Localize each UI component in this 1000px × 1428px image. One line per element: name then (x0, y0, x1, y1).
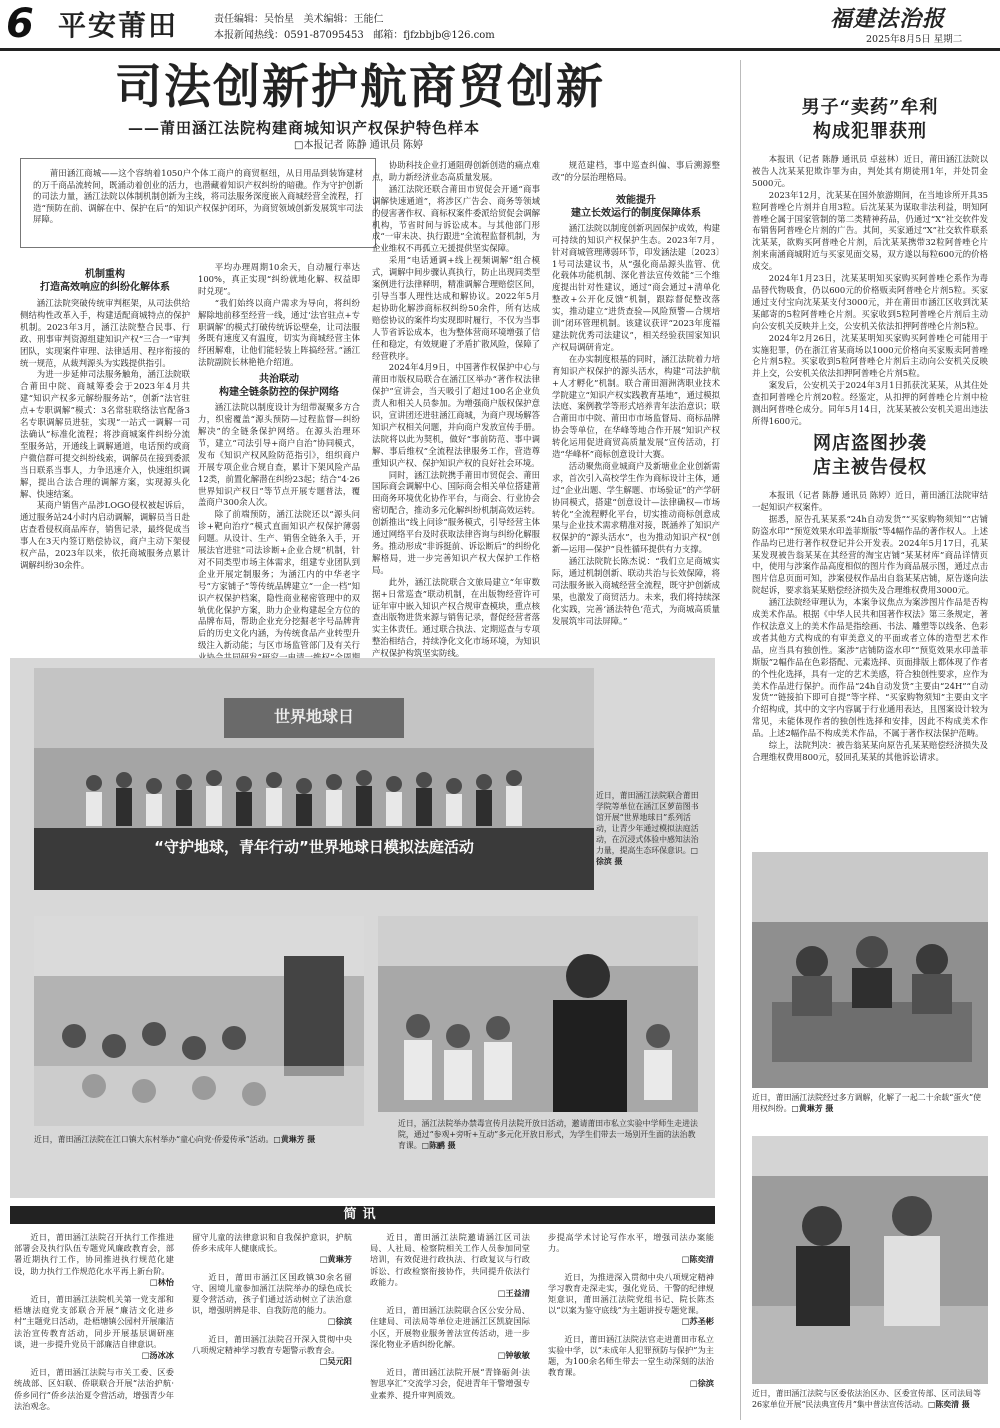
briefs-column-2 (192, 1232, 352, 1422)
briefs-column-1 (14, 1232, 174, 1422)
paragraph: 某商户销售产品涉LOGO侵权被起诉后，通过服务站24小时内启动调解，调解员当日赴店查看侵权商品库存，销售记录，最终促成当事人在3天内签订赔偿协议，商户主动下架侵权产品，2023年以来，依托商城服务点累计调解纠纷30余件。 (20, 500, 190, 570)
paragraph: 2023年12月，沈某某在国外旅游期间，在当地诊所开具35粒阿普唑仑片剂并自用3粒。后沈某某为谋取非法利益，明知阿普唑仑属于国家管制的第二类精神药品，仍通过“X”社交软件发布销售阿普唑仑片剂的广告。其间，买家通过“X”社交软件联系沈某某，欲购买阿普唑仑片剂，后沈某某携带32粒阿普唑仑片剂来南涵商城附近与买家见面交易，双方遂以每粒600元的价格成交。 (752, 189, 988, 272)
main-subheadline: ——莆田涵江法院构建商城知识产权保护特色样本 (128, 119, 481, 137)
photo-credit: □黄琳芳 摄 (273, 1135, 316, 1144)
issue-date: 2025年8月5日 星期二 (866, 34, 963, 45)
subhead-1-sub: 打造高效响应的纠纷化解体系 (40, 282, 170, 293)
side1-body (752, 154, 988, 430)
paragraph: 涵江法院院长陈杰说：“我们立足商城实际，通过机制创新、联动共治与长效保障，将司法服务嵌入商城经营全流程，既守护创新成果，也激发了商贸活力。未来，我们将持续深化实践，完善‘涵法特色’范式，为商城高质量发展筑牢司法屏障。” (552, 556, 720, 626)
brief-author: □徐滨 (689, 1378, 714, 1389)
subhead-2-sub: 构建全链条防控的保护网络 (219, 387, 339, 399)
brief-author: □王益清 (497, 1288, 530, 1299)
bottom-right-caption (398, 1118, 698, 1151)
paragraph: 涵江法院经审理认为，本案争议焦点为案涉图片作品是否构成美术作品。根据《中华人民共和国著作权法》第三条规定，著作权法意义上的美术作品是指绘画、书法、雕塑等以线条、色彩或者其他方式构成的有审美意义的平面或者立体的造型艺术作品，应当具有独创性。案涉“店铺防盗水印”“预览效果水印盖菲斯版”2幅作品在色彩搭配、元素选择、页面排版上都体现了作者的个性化选择，具有一定的艺术美感，符合独创性要求，应作为美术作品进行保护。而作品“24h自动发货”主要由“24H”“自动发货”“链接拍下即可自提”等字样、“买家购物须知”主要由文字介绍构成，其中的文字内容属于行业通用表达，且图案设计较为常见，未能体现作者的独创性选择和安排，因此不构成美术作品。上述2幅作品不构成美术作品，不属于著作权法保护范畴。 (752, 597, 988, 739)
article-column-1 (20, 268, 190, 650)
art-editor: 美术编辑：王能仁 (303, 14, 384, 25)
photo-credit: □陈鹂 摄 (421, 1141, 456, 1150)
article-column-2 (198, 262, 360, 650)
brief-author: □苏圣彬 (681, 1316, 714, 1327)
lead-paragraph (20, 158, 376, 248)
brief-item: 近日，莆田涵江法院法官走进莆田市私立实验中学，以“未成年人犯罪预防与保护”为主题，为100余名师生带去一堂生动深刻的法治教育课。 (548, 1333, 714, 1378)
email: 邮箱：fjfzbbjb@126.com (373, 30, 495, 41)
briefs-column-3 (370, 1232, 530, 1422)
responsible-editor: 责任编辑：吴怡星 (214, 14, 294, 25)
paragraph: 2024年1月23日，沈某某明知买家购买阿普唑仑系作为毒品替代物吸食，仍以600元的价格贩卖阿普唑仑片剂5粒。买家通过支付宝向沈某某支付3000元，并在莆田市涵江区收到沈某某邮寄的5粒阿普唑仑片剂。买家收到5粒阿普唑仑片剂后主动向公安机关反映并上交，公安机关依法扣押阿普唑仑片剂5粒。 (752, 273, 988, 331)
open-day-photo (378, 916, 698, 1112)
header-info (214, 12, 495, 44)
publicity-photo-image (752, 1136, 988, 1384)
brief-item: 近日，为推进深入贯彻中央八项规定精神学习教育走深走实，强化党员、干警的纪律规矩意识，莆田涵江法院党组书记、院长陈杰以“以案为鉴守底线”为主题讲授专题党课。 (548, 1271, 714, 1316)
bottom-left-caption (34, 1134, 364, 1145)
paragraph: 此外，涵江法院联合文旅局建立“年审数据+日常巡查”联动机制，在出版物经营许可证年审中嵌入知识产权合规审查模块，重点核查出版物进货来源与销售记录，督促经营者落实主体责任。通过联合执法、定期巡查与专项整治相结合，持续净化文化市场环境，为知识产权保护构筑坚实防线。 (372, 576, 540, 659)
paragraph: 综上，法院判决：被告翁某某向原告孔某某赔偿经济损失及合理维权费用800元，驳回孔某某的其他诉讼请求。 (752, 740, 988, 762)
photo-credit: □陈奕清 摄 (927, 1400, 970, 1409)
paragraph: 活动聚焦商业城商户及新塘业企业创新需求，首次引入高校学生作为商标设计主体，通过“企业出题、学生解题、市场验证”的产学研协同模式，搭建“创意设计—法律确权—市场转化”全流程孵化平台，切实推动商标创意成果与企业技术需求精准对接，既涵养了知识产权保护的“源头活水”，也为推动知识产权“创新—运用—保护”良性循环提供有力支撑。 (552, 460, 720, 555)
children-activity-photo-image (34, 916, 364, 1126)
earth-day-sign: 世界地球日 (273, 707, 354, 726)
activity-banner: “守护地球，青年行动”世界地球日模拟法庭活动 (154, 838, 474, 856)
briefs-column-4 (548, 1232, 714, 1422)
brief-item: 步提高学术讨论写作水平，增强司法办案能力。 (548, 1232, 714, 1254)
brief-item: 近日，莆田涵江法院与市关工委、区委统战部、区妇联、侨联联合开展“法治护航·侨乡同行”侨乡法治夏令营活动，增强青少年法治观念。 (14, 1367, 174, 1411)
paragraph: 协助科技企业打通阻碍创新创造的痛点难点，助力新经济业态高质量发展。 (372, 160, 540, 182)
paragraph: 除了前端预防，涵江法院还以“源头问诊+靶向治疗”模式直面知识产权保护薄弱问题。从设计、生产、销售全链条入手，开展法官进驻“司法诊断+企业合规”机制，针对不同类型市场主体需求，组建专业团队到企业开展定制服务；为涵江内的中华老字号“方家铺子”等传统品牌建立“一企一档”知识产权保护档案，隐性商业秘密管理中的双轨优化保护方案，助力企业构建起全方位的品牌布局，帮助企业充分挖掘老字号品牌背后的历史文化内涵，为传统食品产业转型升级注入新动能；与区市场监管部门及有关行 (198, 509, 360, 651)
paragraph: 在办实制度根基的同时，涵江法院着力培育知识产权保护的源头活水，构建“司法护航+人才孵化”机制。联合莆田湄洲湾职业技术学院建立“知识产权实践教育基地”，通过模拟法庭、案例教学等形式培养青年法治意识；联合莆田市中院、莆田市市场监督局、商标品牌协会等单位，在华峰等地合作开展“知识产权转化运用促进商贸高质量发展”宣传活动，打造“华峰杯”商标创意设计大赛。 (552, 353, 720, 460)
earth-day-photo (34, 668, 594, 890)
brief-author: □陈奕清 (681, 1254, 714, 1265)
paragraph: 涵江法院还联合莆田市贸促会开通“商事调解快速通道”，将涉区广告会、商务等领域的侵害著作权、商标权案件委派给贸促会调解机构，节省时间与诉讼成本。与其他部门形成“一审未决、执行跟进”全流程监督机制，为企业维权不再孤立无援提供坚实保障。 (372, 183, 540, 254)
caption-text: 近日，莆田涵江法院在江口镇大东村举办“童心向党·侨爱传承”活动。 (34, 1135, 274, 1144)
brief-item: 近日，莆田市涵江区国政镇30余名留守、困境儿童参加涵江法院举办的绿色成长夏令营活动，孩子们通过活动树立了法治意识，增强明辨是非、自我防范的能力。 (192, 1271, 352, 1316)
lead-text: 莆田涵江商城——这个容纳着1050户个体工商户的商贸枢纽，从日用品到装饰建材的万千商品流转间，既涌动着创业的活力，也潜藏着知识产权纠纷的暗礁。作为守护创新的司法力量，涵江法院以体制机制创新为主线，将司法服务深度嵌入商城经营全流程，打造“预防在前、调解在中、保护在后”的知识产权保护闭环，为商贸领域创新发展筑牢司法屏障。 (33, 168, 363, 225)
article-column-4 (552, 160, 720, 650)
side2-headline-line1: 网店盗图抄袭 (813, 433, 927, 454)
side2-body (752, 490, 988, 846)
brief-author: □汤冰冰 (141, 1350, 174, 1361)
briefs-title: 简讯 (10, 1206, 715, 1224)
brief-author: □吴元阳 (319, 1356, 352, 1367)
side-photo-1-caption (752, 1092, 988, 1114)
brief-item: 近日，莆田涵江法院机关第一党支部和梧塘法庭党支部联合开展“廉洁文化进乡村”主题党日活动，赴梧塘镇公园村开展廉洁法治宣传教育活动，同步开展基层调研座谈，进一步提升党员干部廉洁自律意识。 (14, 1294, 174, 1349)
caption-text: 近日，莆田涵江法院与区委依法治区办、区委宣传部、区司法局等26家单位开展“民法典宣传月”集中普法宣传活动。 (752, 1389, 981, 1409)
main-headline: 司法创新护航商贸创新 (115, 60, 605, 115)
paragraph: 规范建档，事中巡查纠偏、事后溯源整改”的分层治理格局。 (552, 160, 720, 182)
side1-headline-line1: 男子“卖药”牟利 (801, 97, 939, 118)
paragraph: 本报讯（记者 陈静 通讯员 陈婷）近日，莆田涵江法院审结一起知识产权案件。 (752, 490, 988, 512)
newspaper-masthead: 福建法治报 (830, 6, 946, 32)
section-title: 平安莆田 (58, 9, 179, 42)
news-hotline: 本报新闻热线：0591-87095453 (214, 30, 364, 41)
paragraph: 采用“电话通调+线上视频调解”组合模式，调解中间步骤认真执行，防止出现同类型案例进行法律释明，精准调解合理赔偿区间，引导当事人理性达成和解协议。2022年5月起协助化解涉商标权纠纷50余件，所有达成赔偿协议的案件均实现即时履行，不仅为当事人节省诉讼成本，也为整体营商环境增强了信任和稳定，有效规避了矛盾扩散风险，保障了经营秩序。 (372, 255, 540, 361)
paragraph: 据悉，原告孔某某系“24h自动发货”“买家购物须知”“店铺防盗水印”“预览效果水印盖菲斯版”等4幅作品的著作权人。上述作品均已进行著作权登记并公开发表。2024年5月17日，孔某某发现被告翁某某在其经营的淘宝店铺“某某材库”商品详情页中，使用与涉案作品高度相似的图片作为商品展示图，通过点击图片信息页面可知，涉案侵权作品出自翁某某店铺，原告遂向法院起诉，要求翁某某赔偿经济损失及合理维权费用3000元。 (752, 513, 988, 596)
paragraph: 涵江法院以制度设计为纽带凝聚多方合力，织密覆盖“源头预防—过程监督—纠纷解决”的全链条保护网络。在源头治理环节，建立“司法引导+商户自治”协同模式，发布《知识产权风险防范指引》，组织商户开展专项企业合规自查，累计下架风险产品12类，前置化解潜在纠纷23起；结合“4·26世界知识产权日”等节点开展专题普法，覆盖商户300余人次。 (198, 402, 360, 508)
subhead-1: 机制重构 (85, 269, 125, 280)
open-day-photo-image (378, 916, 698, 1112)
side1-headline (752, 96, 988, 144)
subhead-3-sub: 建立长效运行的制度保障体系 (571, 207, 701, 219)
paragraph: “我们始终以商户需求为导向，将纠纷解除地前移至经营一线，通过‘法官驻点+专职调解’的模式打破传统诉讼壁垒，让司法服务既有速度又有温度，切实为商城经营主体纾困解难，让他们能轻装上阵搞经营。”涵江法院副院长林艳艳介绍道。 (198, 297, 360, 368)
article-column-3 (372, 160, 540, 659)
column-divider (740, 60, 741, 1420)
caption-text: 近日，涵江法院举办禁毒宣传月法院开放日活动，邀请莆田市私立实验中学师生走进法院，通过“参观+旁听+互动”多元化开放日形式，为学生们带去一场别开生面的法治教育课。 (398, 1119, 698, 1150)
paragraph: 为进一步延伸司法服务触角，涵江法院联合莆田中院、商城筹委会于2023年4月共建“知识产权多元解纷服务站”，创新“法官驻点+专职调解”模式：3名常驻联络法官配备3名专职调解员进驻，实现“一站式一调解一司法确认”标准化流程；将涉商城案件纠纷分流至服务站，开通线上调解通道，电话预约或商户微信群可提交纠纷线索，调解员在接到委派当日联系当事人，力争迅速介入，快速组织调解，提出合法合理的调解方案，实现源头化解、快速结案。 (20, 369, 190, 499)
brief-item: 留守儿童的法律意识和自我保护意识，护航侨乡未成年人健康成长。 (192, 1232, 352, 1254)
paragraph: 本报讯（记者 陈静 通讯员 卓兹林）近日，莆田涵江法院以被告人沈某某犯欺诈罪为由，判处其有期徒刑1年，并处罚金5000元。 (752, 154, 988, 188)
side1-headline-line2: 构成犯罪获刑 (813, 121, 927, 142)
brief-item: 近日，莆田涵江法院开展“青锋砺剑·法智思享汇”交流学习会，促进青年干警增强专业素养、提升审判质效。 (370, 1367, 530, 1400)
caption-text: 近日，莆田涵江法院经过多方调解，化解了一起二十余载“蛋火”使用权纠纷。 (752, 1093, 982, 1113)
brief-author: □黄琳芳 (319, 1254, 352, 1265)
caption-text: 近日，莆田涵江法院联合莆田学院等单位在涵江区萝苗图书馆开展“世界地球日”系列活动，让青少年通过模拟法庭活动，在沉浸式体验中感知法治力量，提高生态环保意识。 (596, 791, 699, 855)
brief-author: □钟敏敏 (497, 1350, 530, 1361)
subhead-2: 共治联动 (259, 374, 299, 386)
paragraph: 同时，涵江法院携手莆田市贸促会、莆田国际商会调解中心、国际商会相关单位搭建莆田商务环境优化协作平台，与商会、行业协会密切配合，推动多元化解纠纷机制高效运转。创新推出“线上问诊”服务模式，引导经营主体通过网络平台及时获取法律咨询与纠纷化解服务。推动形成“非诉挺前、诉讼断后”的纠纷化解格局，进一步完善知识产权大保护工作格局。 (372, 469, 540, 575)
paragraph: 案发后，公安机关于2024年3月1日抓获沈某某，从其住处查扣阿普唑仑片剂20粒。经鉴定，从扣押的阿普唑仑片剂中检测出阿普唑仑成分。同年5月14日，沈某某被公安机关退出违法所得1600元。 (752, 380, 988, 426)
page-number: 6 (6, 1, 34, 47)
side2-headline-line2: 店主被告侵权 (813, 457, 927, 478)
side-photo-publicity (752, 1136, 988, 1384)
paragraph: 2024年4月9日，中国著作权保护中心与莆田市版权局联合在涵江区举办“著作权法律保护”宣讲会，当天吸引了超过100名企业负责人和相关人员参加。为增强商户版权保护意识，宣讲团还进驻涵江商城，为商户现场解答知识产权相关问题，并向商户发放宣传手册。法院将以此为契机，做好“事前防范、事中调解、事后维权”全流程法律服务工作，营造尊重知识产权、保护知识产权的良好社会环境。 (372, 362, 540, 468)
brief-item: 近日，莆田涵江法院召开执行工作推进部署会及执行队伍专题党风廉政教育会，部署近期执行工作，协同推进执行规范化建设，助力执行工作规范化水平再上新台阶。 (14, 1232, 174, 1276)
paragraph: 涵江法院突破传统审判框架，从司法供给侧结构性改革入手，构建适配商城特点的保护机制。2023年3月，涵江法院整合民事、行政、刑事审判资源组建知识产权“三合一”审判团队，实现案件审理、法律适用、程序衔接的统一规范，从裁判源头为实践提供指引。 (20, 298, 190, 368)
top-photo-caption (596, 790, 706, 867)
children-activity-photo (34, 916, 364, 1126)
side2-headline (752, 432, 988, 480)
brief-item: 近日，莆田涵江法院邀请涵江区司法局、人社局、检察院相关工作人员参加同堂培训，有效促进行政执法、行政复议与行政诉讼、行政检察衔接协作，共同提升依法行政能力。 (370, 1232, 530, 1287)
header-rule (0, 48, 1000, 51)
paragraph: 2024年2月26日，沈某某明知买家购买阿普唑仑可能用于实施犯罪，仍在浙江省某商场以1000元价格向买家贩卖阿普唑仑片剂5粒。买家收到5粒阿普唑仑片剂后主动向公安机关反映并上交，公安机关依法扣押阿普唑仑片剂5粒。 (752, 332, 988, 379)
brief-author: □林怡 (149, 1276, 174, 1287)
photo-credit: □黄琳芳 摄 (791, 1104, 834, 1113)
paragraph: 平均办理周期10余天，自动履行率达100%，真正实现“纠纷就地化解、权益即时兑现”。 (198, 262, 360, 296)
subhead-3: 效能提升 (616, 194, 656, 206)
mediation-photo-image (752, 852, 988, 1088)
brief-item: 近日，莆田涵江法院召开深入贯彻中央八项规定精神学习教育专题警示教育会。 (192, 1333, 352, 1355)
main-byline: □本报记者 陈静 通讯员 陈婷 (294, 140, 423, 151)
brief-item: 近日，莆田涵江法院联合区公安分局、住建局、司法局等单位走进涵江区凯旋国际小区，开展物业服务普法宣传活动，进一步深化物业矛盾纠纷化解。 (370, 1305, 530, 1349)
brief-author: □徐滨 (327, 1316, 352, 1327)
side-photo-2-caption (752, 1388, 988, 1410)
photo-credit: □徐滨 摄 (596, 846, 699, 866)
paragraph: 涵江法院以制度创新巩固保护成效，构建可持续的知识产权保护生态。2023年7月，针对商城管理薄弱环节，印发涵法建〔2023〕1号司法建议书，从“强化商品源头监管、优化载体功能机制、深化普法宣传效能”三个维度提出针对性建议，通过“商会通过+清单化整改+公开化反馈”机制，跟踪督促整改落实，推动建立“进货查验—风险预警—合规培训”闭环管理机制。该建议获评“2023年度福建法院优秀司法建议”，相关经验获国家知识产权局调研肯定。 (552, 222, 720, 352)
side-photo-mediation (752, 852, 988, 1088)
